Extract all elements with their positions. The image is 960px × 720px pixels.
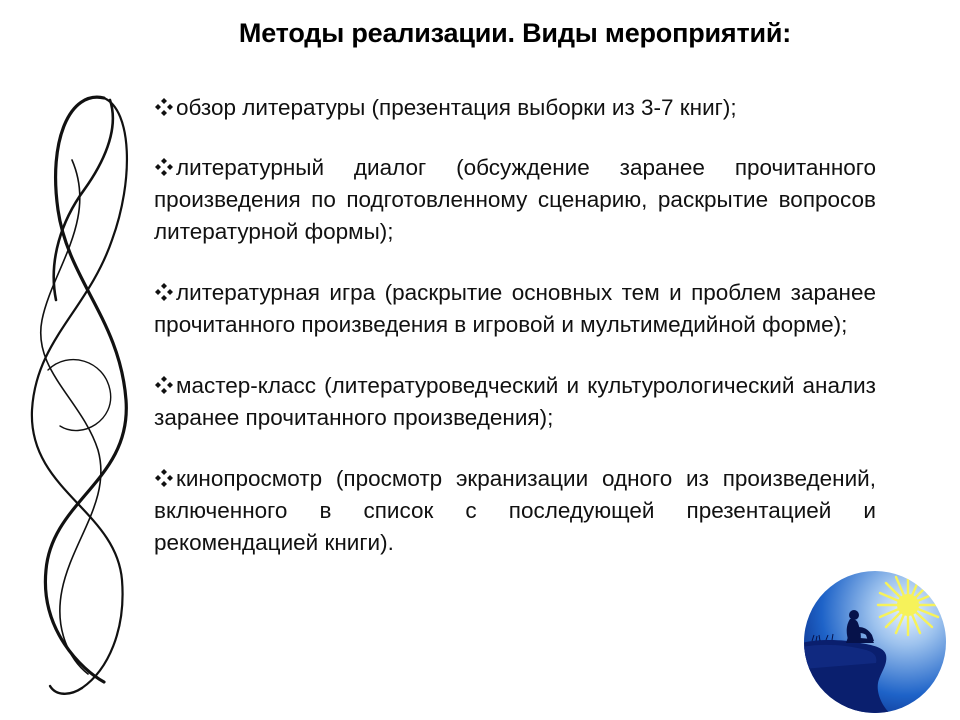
bullet-list bbox=[154, 92, 876, 588]
list-item-text: литературная игра (раскрытие основных тем и проблем заранее прочитанного произведения в игровой и мультимедийной форме); bbox=[154, 280, 876, 337]
diamond-quad-bullet-icon bbox=[154, 283, 174, 301]
list-item bbox=[154, 92, 876, 124]
diamond-quad-bullet-icon bbox=[154, 158, 174, 176]
list-item bbox=[154, 463, 876, 559]
list-item-text: обзор литературы (презентация выборки из 3-7 книг); bbox=[176, 95, 737, 120]
list-item-text: мастер-класс (литературоведческий и культурологический анализ заранее прочитанного произведения); bbox=[154, 373, 876, 430]
calligraphic-flourish-icon bbox=[12, 70, 152, 710]
list-item-text: литературный диалог (обсуждение заранее прочитанного произведения по подготовленному сценарию, раскрытие вопросов литературной формы); bbox=[154, 155, 876, 244]
list-item bbox=[154, 277, 876, 341]
diamond-quad-bullet-icon bbox=[154, 376, 174, 394]
list-item bbox=[154, 152, 876, 248]
slide-title: Методы реализации. Виды мероприятий: bbox=[238, 18, 792, 48]
list-item-text: кинопросмотр (просмотр экранизации одного из произведений, включенного в список с последующей презентацией и рекомендацией книги). bbox=[154, 466, 876, 555]
diamond-quad-bullet-icon bbox=[154, 98, 174, 116]
list-item bbox=[154, 370, 876, 434]
sun-and-sitting-child-emblem-icon bbox=[802, 569, 948, 715]
diamond-quad-bullet-icon bbox=[154, 469, 174, 487]
